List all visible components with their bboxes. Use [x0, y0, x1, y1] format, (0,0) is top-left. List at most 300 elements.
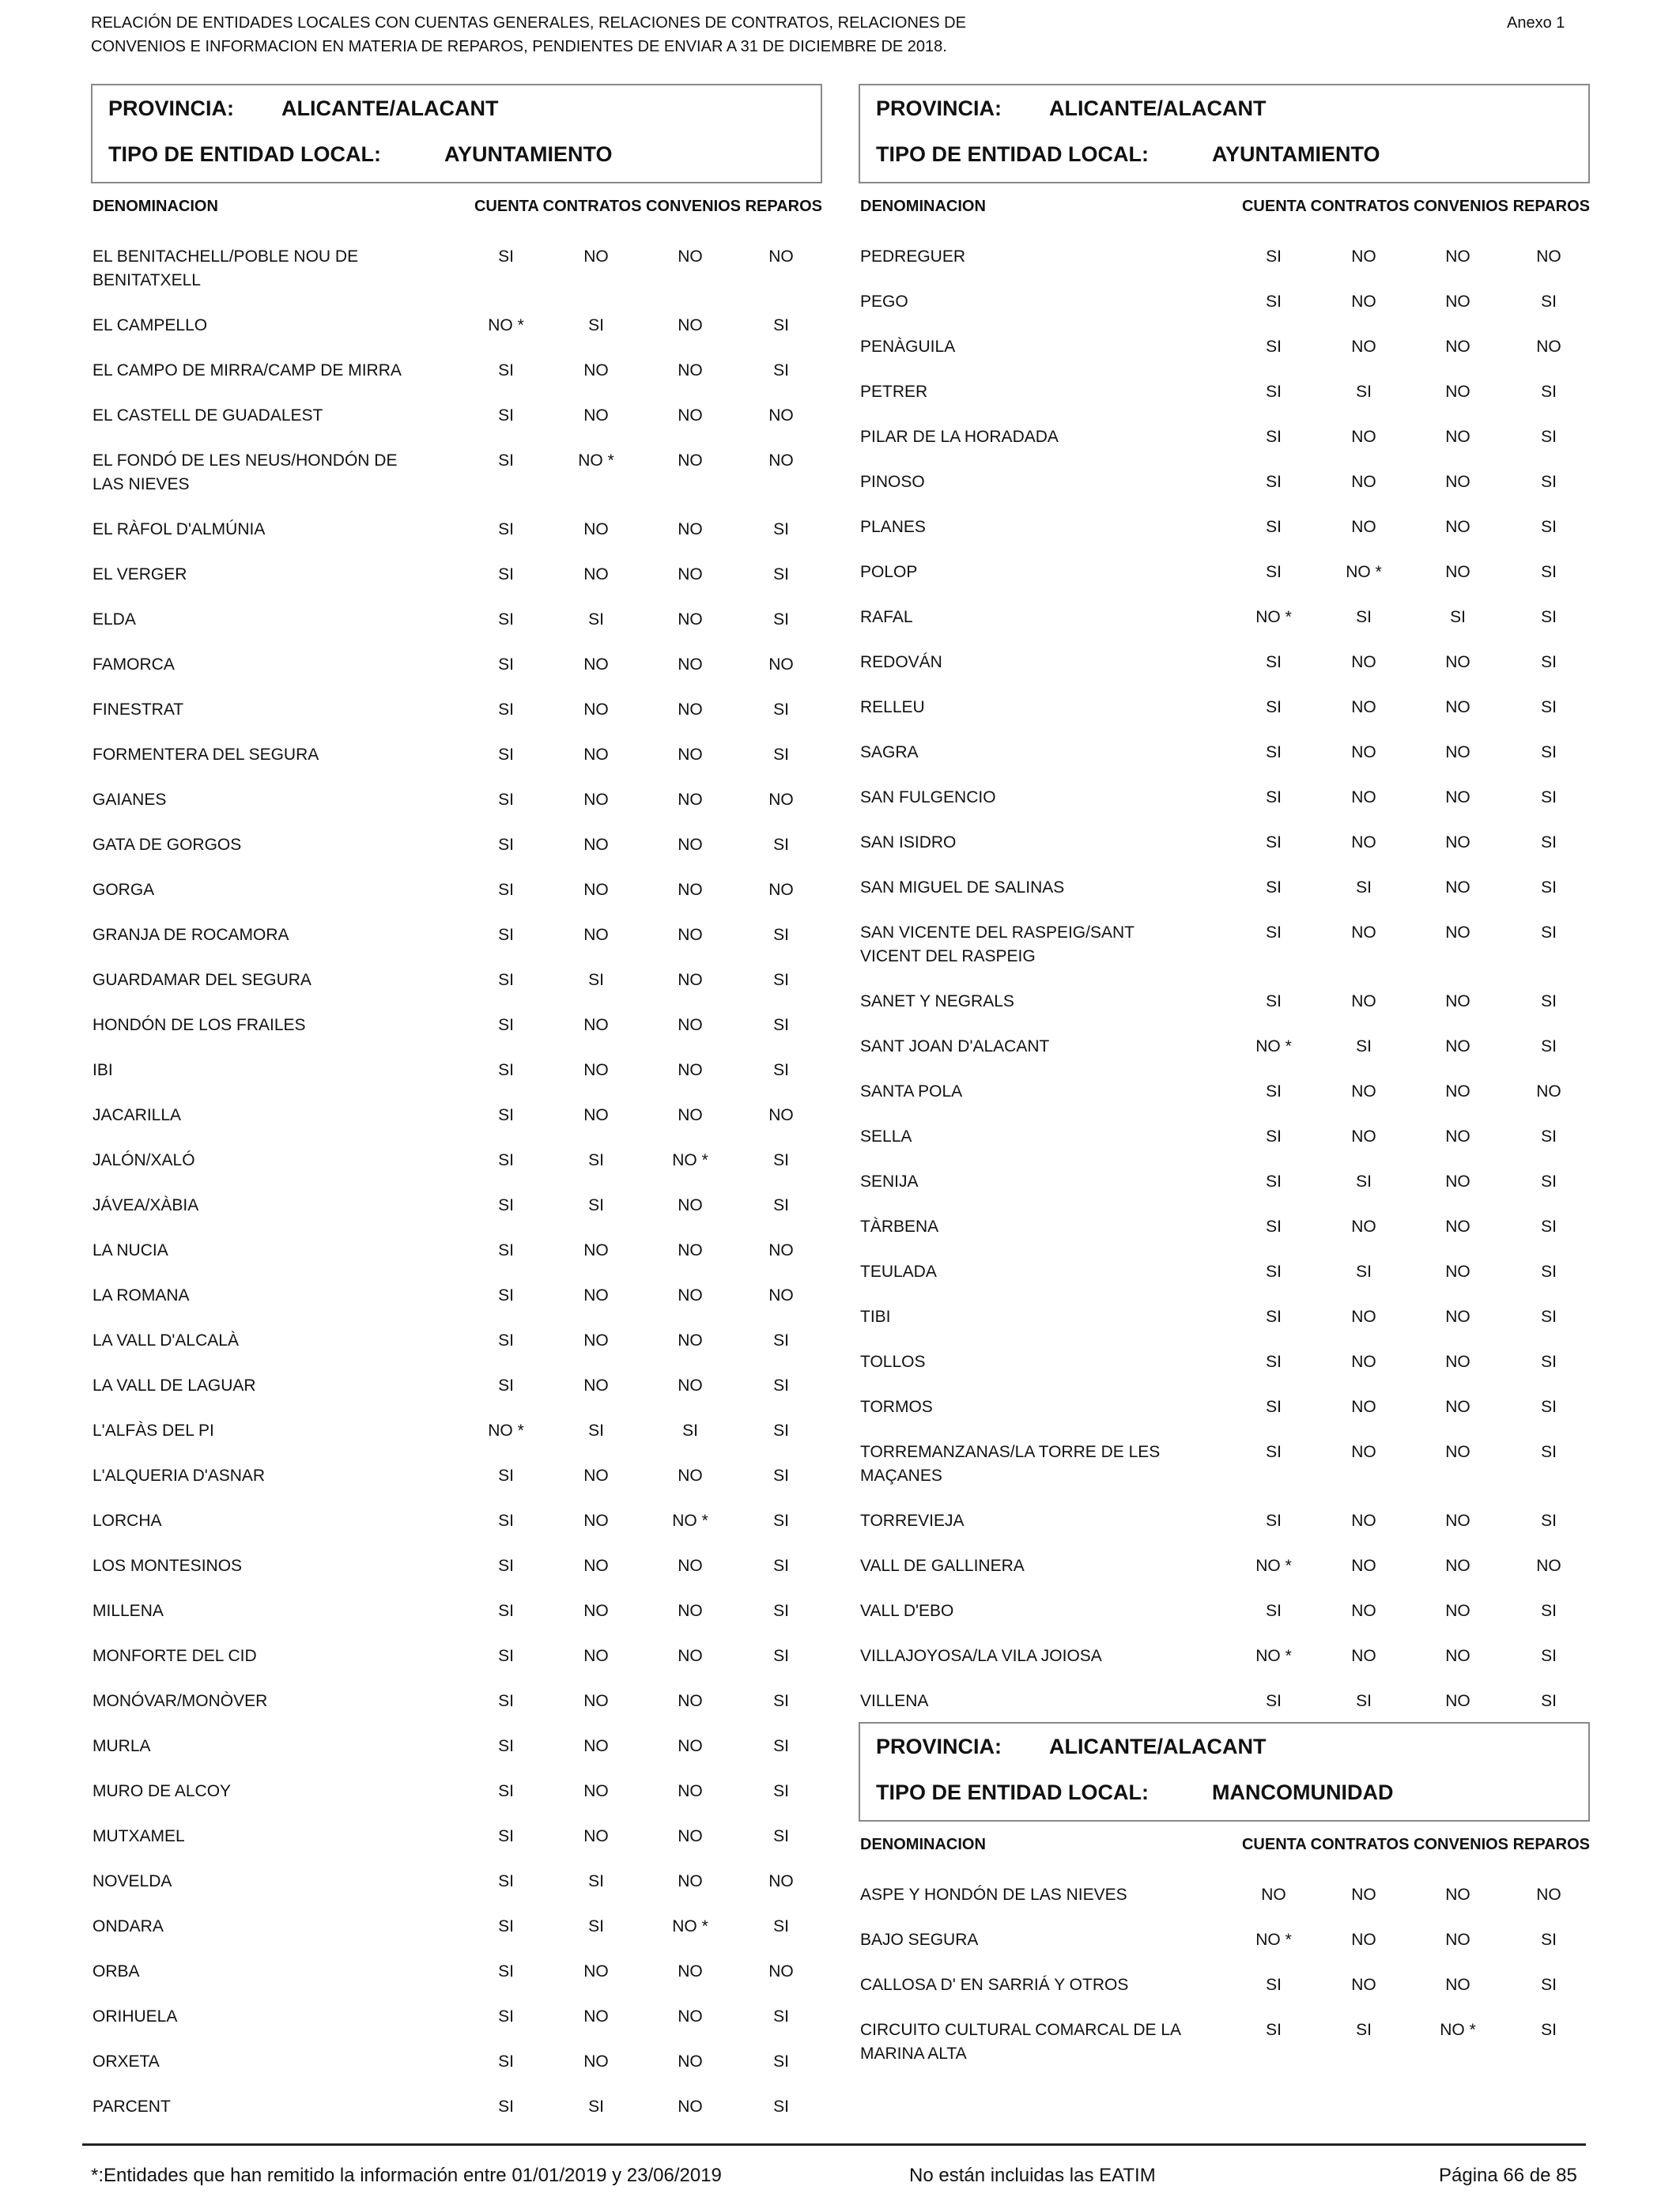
contratos-value: NO: [1351, 1602, 1376, 1620]
footer-note: *:Entidades que han remitido la información entre 01/01/2019 y 23/06/2019: [91, 2165, 722, 2186]
entity-name: ELDA: [92, 610, 136, 629]
entity-name: LA VALL D'ALCALÀ: [92, 1331, 239, 1350]
entity-name: CIRCUITO CULTURAL COMARCAL DE LA MARINA ALTA: [860, 2021, 1180, 2063]
convenios-value: NO: [1445, 338, 1470, 356]
provincia-label: PROVINCIA:: [876, 1735, 1002, 1758]
convenios-value: NO: [678, 1376, 703, 1395]
reparos-value: SI: [1541, 698, 1557, 716]
reparos-value: SI: [773, 1782, 789, 1800]
table-row: [859, 1883, 1590, 1928]
table-row: [91, 1239, 822, 1284]
convenios-value: NO: [1445, 563, 1470, 581]
table-row: [91, 698, 822, 743]
cuenta-value: SI: [1266, 1398, 1282, 1416]
cuenta-value: SI: [498, 361, 514, 380]
cuenta-value: SI: [1266, 428, 1282, 446]
entity-name: TEULADA: [860, 1263, 937, 1281]
convenios-value: NO: [1445, 878, 1470, 897]
convenios-value: NO: [1445, 1931, 1470, 1949]
entity-name: RAFAL: [860, 608, 913, 626]
contratos-value: NO: [1351, 1647, 1376, 1665]
reparos-value: SI: [1541, 1931, 1557, 1949]
denominacion-header: DENOMINACION: [860, 198, 986, 215]
contratos-value: NO: [583, 655, 609, 674]
reparos-value: NO: [1536, 247, 1561, 266]
reparos-value: SI: [773, 700, 789, 719]
reparos-value: SI: [773, 2007, 789, 2026]
reparos-value: SI: [1541, 608, 1557, 626]
cuenta-value: SI: [1266, 338, 1282, 356]
cuenta-value: SI: [498, 1692, 514, 1710]
table-row: [859, 606, 1590, 651]
table-row: [859, 1215, 1590, 1260]
table-row: [859, 335, 1590, 380]
table-row: [91, 1599, 822, 1645]
table-row: [859, 1170, 1590, 1215]
contratos-value: SI: [588, 1151, 604, 1169]
tipo-label: TIPO DE ENTIDAD LOCAL:: [108, 142, 381, 166]
contratos-value: SI: [588, 1196, 604, 1214]
entity-table: [859, 234, 1590, 1735]
entity-name: RELLEU: [860, 698, 925, 716]
reparos-value: NO: [1536, 338, 1561, 356]
entity-name: SAGRA: [860, 743, 919, 761]
reparos-value: SI: [1541, 653, 1557, 671]
entity-name: ASPE Y HONDÓN DE LAS NIEVES: [860, 1886, 1127, 1904]
reparos-value: SI: [1541, 878, 1557, 897]
table-row: [91, 788, 822, 833]
convenios-value: NO: [1445, 473, 1470, 491]
cuenta-value: NO *: [488, 316, 524, 334]
cuenta-value: SI: [1266, 1082, 1282, 1101]
entity-name: PINOSO: [860, 473, 925, 491]
contratos-value: SI: [588, 1917, 604, 1935]
convenios-value: NO: [678, 1557, 703, 1575]
cuenta-value: SI: [498, 1106, 514, 1124]
contratos-value: NO: [1351, 293, 1376, 311]
cuenta-value: SI: [498, 1196, 514, 1214]
table-row: [91, 1780, 822, 1825]
contratos-value: NO: [1351, 992, 1376, 1010]
cuenta-value: SI: [1266, 518, 1282, 536]
entity-name: TORREMANZANAS/LA TORRE DE LES MAÇANES: [860, 1443, 1161, 1485]
contratos-value: SI: [588, 1422, 604, 1440]
table-row: [91, 2050, 822, 2095]
convenios-value: NO *: [672, 1917, 708, 1935]
table-row: [91, 1014, 822, 1059]
reparos-value: SI: [773, 1467, 789, 1485]
convenios-value: NO: [1445, 788, 1470, 806]
reparos-value: NO: [768, 881, 794, 899]
contratos-value: NO: [583, 361, 609, 380]
table-row: [859, 1441, 1590, 1509]
reparos-value: SI: [773, 1016, 789, 1034]
entity-name: SANT JOAN D'ALACANT: [860, 1037, 1050, 1055]
table-row: [91, 314, 822, 359]
cuenta-value: SI: [1266, 1353, 1282, 1371]
contratos-value: NO: [583, 1827, 609, 1845]
convenios-value: NO: [1445, 1353, 1470, 1371]
contratos-value: NO: [583, 520, 609, 538]
table-row: [91, 653, 822, 698]
table-row: [91, 1509, 822, 1554]
table-row: [859, 1928, 1590, 1973]
convenios-value: NO: [678, 1331, 703, 1350]
table-row: [859, 831, 1590, 876]
table-row: [859, 696, 1590, 741]
reparos-value: SI: [1541, 473, 1557, 491]
contratos-value: NO: [1351, 338, 1376, 356]
entity-name: CALLOSA D' EN SARRIÁ Y OTROS: [860, 1976, 1129, 1994]
cuenta-value: SI: [498, 1827, 514, 1845]
table-header: [859, 1822, 1590, 1872]
contratos-value: NO: [583, 926, 609, 944]
contratos-value: NO: [583, 2052, 609, 2071]
cuenta-value: SI: [498, 2007, 514, 2026]
table-row: [859, 1509, 1590, 1554]
entity-name: PARCENT: [92, 2098, 171, 2116]
reparos-value: SI: [773, 1151, 789, 1169]
contratos-value: NO: [1351, 698, 1376, 716]
contratos-value: NO: [1351, 1931, 1376, 1949]
cuenta-value: SI: [498, 746, 514, 764]
table-row: [859, 921, 1590, 990]
contratos-value: SI: [1356, 1037, 1372, 1055]
cuenta-value: NO *: [1255, 1647, 1292, 1665]
table-row: [859, 290, 1590, 335]
contratos-value: NO: [583, 1962, 609, 1981]
entity-name: PETRER: [860, 383, 928, 401]
reparos-value: SI: [1541, 1976, 1557, 1994]
convenios-value: NO: [678, 406, 703, 425]
contratos-value: NO: [583, 2007, 609, 2026]
contratos-value: NO: [1351, 1398, 1376, 1416]
cuenta-value: SI: [1266, 923, 1282, 942]
title-line-1: RELACIÓN DE ENTIDADES LOCALES CON CUENTAS GENERALES, RELACIONES DE CONTRATOS, RELACIONES DE: [91, 14, 966, 32]
cuenta-value: SI: [498, 1061, 514, 1079]
contratos-value: NO: [1351, 1976, 1376, 1994]
entity-name: SELLA: [860, 1127, 912, 1146]
entity-name: GAIANES: [92, 791, 167, 809]
cuenta-value: SI: [498, 1737, 514, 1755]
entity-name: POLOP: [860, 563, 918, 581]
entity-table: [91, 234, 822, 2140]
entity-name: TIBI: [860, 1308, 891, 1326]
cuenta-value: SI: [1266, 563, 1282, 581]
contratos-value: NO: [583, 1016, 609, 1034]
entity-name: TOLLOS: [860, 1353, 926, 1371]
contratos-value: NO *: [578, 451, 614, 470]
reparos-value: NO: [1536, 1082, 1561, 1101]
contratos-value: NO: [1351, 428, 1376, 446]
table-row: [859, 380, 1590, 425]
entity-name: ORXETA: [92, 2052, 160, 2071]
cuenta-value: SI: [1266, 247, 1282, 266]
contratos-value: NO: [583, 881, 609, 899]
contratos-value: SI: [588, 316, 604, 334]
convenios-value: SI: [682, 1422, 698, 1440]
tipo-value: AYUNTAMIENTO: [444, 142, 613, 166]
cuenta-value: SI: [1266, 1602, 1282, 1620]
cuenta-value: SI: [1266, 1976, 1282, 1994]
contratos-value: NO: [1351, 1308, 1376, 1326]
entity-name: L'ALQUERIA D'ASNAR: [92, 1467, 266, 1485]
reparos-value: SI: [773, 1827, 789, 1845]
convenios-value: NO: [678, 1827, 703, 1845]
convenios-value: NO: [678, 1241, 703, 1259]
entity-name: GUARDAMAR DEL SEGURA: [92, 971, 311, 989]
convenios-value: NO: [678, 836, 703, 854]
entity-name: EL CASTELL DE GUADALEST: [92, 406, 323, 425]
table-row: [91, 563, 822, 608]
table-header: [91, 183, 822, 234]
convenios-value: NO: [1445, 1557, 1470, 1575]
table-row: [859, 786, 1590, 831]
entity-name: MILLENA: [92, 1602, 164, 1620]
reparos-value: NO: [1536, 1886, 1561, 1904]
convenios-value: NO: [678, 2098, 703, 2116]
reparos-value: SI: [773, 316, 789, 334]
table-row: [91, 1960, 822, 2005]
contratos-value: NO *: [1346, 563, 1382, 581]
reparos-value: SI: [1541, 1173, 1557, 1191]
reparos-value: SI: [773, 520, 789, 538]
entity-name: MUTXAMEL: [92, 1827, 185, 1845]
contratos-value: SI: [1356, 1692, 1372, 1710]
convenios-value: NO: [678, 2007, 703, 2026]
cuenta-value: NO *: [1255, 608, 1292, 626]
cuenta-value: SI: [1266, 1443, 1282, 1461]
contratos-value: SI: [588, 971, 604, 989]
convenios-value: NO: [1445, 923, 1470, 942]
cuenta-value: SI: [498, 565, 514, 583]
reparos-value: NO: [768, 791, 794, 809]
convenios-value: NO: [1445, 1647, 1470, 1665]
entity-name: VALL D'EBO: [860, 1602, 954, 1620]
contratos-value: SI: [588, 610, 604, 629]
entity-name: EL CAMPO DE MIRRA/CAMP DE MIRRA: [92, 361, 402, 380]
entity-name: MONÓVAR/MONÒVER: [92, 1692, 268, 1710]
contratos-value: NO: [1351, 1443, 1376, 1461]
reparos-value: SI: [773, 1422, 789, 1440]
table-row: [91, 1645, 822, 1690]
convenios-value: NO: [1445, 1443, 1470, 1461]
entity-name: TÀRBENA: [860, 1218, 939, 1236]
contratos-value: NO: [583, 746, 609, 764]
reparos-value: SI: [1541, 788, 1557, 806]
table-row: [859, 470, 1590, 515]
entity-name: FINESTRAT: [92, 700, 184, 719]
reparos-value: SI: [773, 1692, 789, 1710]
contratos-value: SI: [1356, 608, 1372, 626]
entity-name: EL BENITACHELL/POBLE NOU DE BENITATXELL: [92, 247, 359, 289]
convenios-value: NO: [1445, 992, 1470, 1010]
table-row: [859, 1395, 1590, 1441]
table-row: [91, 1059, 822, 1104]
table-row: [859, 515, 1590, 561]
table-row: [91, 1374, 822, 1419]
document-title: [91, 11, 1040, 59]
entity-name: SAN ISIDRO: [860, 833, 957, 852]
convenios-value: SI: [1450, 608, 1466, 626]
tipo-value: AYUNTAMIENTO: [1212, 142, 1380, 166]
reparos-value: SI: [1541, 2021, 1557, 2039]
reparos-value: SI: [1541, 1218, 1557, 1236]
reparos-value: SI: [1541, 1353, 1557, 1371]
table-row: [91, 1104, 822, 1149]
convenios-value: NO: [678, 247, 703, 266]
contratos-value: NO: [583, 836, 609, 854]
cuenta-value: SI: [1266, 1512, 1282, 1530]
convenios-value: NO: [1445, 698, 1470, 716]
cuenta-value: SI: [498, 1872, 514, 1890]
contratos-value: NO: [583, 1782, 609, 1800]
entity-name: JALÓN/XALÓ: [92, 1151, 195, 1169]
entity-name: MURLA: [92, 1737, 151, 1755]
convenios-value: NO: [1445, 1218, 1470, 1236]
convenios-value: NO: [678, 1737, 703, 1755]
reparos-value: SI: [1541, 1602, 1557, 1620]
contratos-value: NO: [583, 1647, 609, 1665]
cuenta-value: SI: [1266, 698, 1282, 716]
reparos-value: SI: [773, 610, 789, 629]
value-columns-header: CUENTA CONTRATOS CONVENIOS REPAROS: [1241, 198, 1590, 215]
cuenta-value: SI: [498, 451, 514, 470]
tipo-label: TIPO DE ENTIDAD LOCAL:: [876, 1781, 1149, 1804]
table-row: [91, 1735, 822, 1780]
contratos-value: SI: [588, 1872, 604, 1890]
convenios-value: NO: [678, 881, 703, 899]
reparos-value: SI: [1541, 1037, 1557, 1055]
convenios-value: NO: [678, 316, 703, 334]
reparos-value: SI: [1541, 1647, 1557, 1665]
cuenta-value: SI: [498, 520, 514, 538]
contratos-value: NO: [1351, 1512, 1376, 1530]
reparos-value: SI: [1541, 1263, 1557, 1281]
cuenta-value: SI: [498, 1331, 514, 1350]
reparos-value: NO: [768, 1962, 794, 1981]
table-row: [91, 1149, 822, 1194]
convenios-value: NO: [678, 926, 703, 944]
contratos-value: NO: [1351, 743, 1376, 761]
reparos-value: SI: [773, 1737, 789, 1755]
entity-name: SAN FULGENCIO: [860, 788, 996, 806]
contratos-value: NO: [583, 1737, 609, 1755]
reparos-value: SI: [773, 1331, 789, 1350]
table-row: [859, 425, 1590, 470]
entity-name: MURO DE ALCOY: [92, 1782, 232, 1800]
table-row: [91, 2095, 822, 2140]
section-header-box: [859, 84, 1590, 183]
convenios-value: NO: [678, 1962, 703, 1981]
contratos-value: NO: [1351, 788, 1376, 806]
entity-name: LA NUCIA: [92, 1241, 168, 1259]
reparos-value: SI: [773, 1196, 789, 1214]
table-row: [859, 245, 1590, 290]
cuenta-value: SI: [498, 1376, 514, 1395]
contratos-value: NO: [583, 1061, 609, 1079]
table-row: [91, 1464, 822, 1509]
cuenta-value: SI: [498, 836, 514, 854]
convenios-value: NO: [678, 520, 703, 538]
convenios-value: NO: [1445, 1127, 1470, 1146]
table-row: [859, 990, 1590, 1035]
convenios-value: NO: [678, 1196, 703, 1214]
entity-name: JACARILLA: [92, 1106, 182, 1124]
table-row: [859, 741, 1590, 786]
contratos-value: NO: [1351, 1082, 1376, 1101]
contratos-value: NO: [1351, 653, 1376, 671]
entity-name: PILAR DE LA HORADADA: [860, 428, 1059, 446]
reparos-value: SI: [1541, 1308, 1557, 1326]
table-row: [91, 1329, 822, 1374]
reparos-value: SI: [1541, 1127, 1557, 1146]
table-row: [91, 518, 822, 563]
reparos-value: SI: [1541, 1443, 1557, 1461]
cuenta-value: SI: [1266, 788, 1282, 806]
section-header-box: [859, 1722, 1590, 1822]
contratos-value: SI: [1356, 383, 1372, 401]
table-row: [91, 923, 822, 969]
table-row: [91, 245, 822, 314]
entity-name: VILLENA: [860, 1692, 929, 1710]
convenios-value: NO: [678, 746, 703, 764]
contratos-value: NO: [583, 1512, 609, 1530]
cuenta-value: SI: [498, 926, 514, 944]
convenios-value: NO: [1445, 1602, 1470, 1620]
reparos-value: SI: [773, 2098, 789, 2116]
convenios-value: NO: [678, 700, 703, 719]
tipo-label: TIPO DE ENTIDAD LOCAL:: [876, 142, 1149, 166]
table-row: [859, 2018, 1590, 2087]
cuenta-value: SI: [1266, 653, 1282, 671]
entity-name: EL VERGER: [92, 565, 187, 583]
contratos-value: NO: [583, 1286, 609, 1305]
reparos-value: SI: [1541, 833, 1557, 852]
cuenta-value: SI: [498, 1602, 514, 1620]
convenios-value: NO: [1445, 247, 1470, 266]
contratos-value: NO: [583, 1376, 609, 1395]
table-row: [859, 1035, 1590, 1080]
contratos-value: NO: [583, 247, 609, 266]
table-row: [91, 743, 822, 788]
entity-name: BAJO SEGURA: [860, 1931, 979, 1949]
table-row: [859, 1350, 1590, 1395]
footer-eatim: No están incluidas las EATIM: [909, 2165, 1156, 2186]
convenios-value: NO: [1445, 1263, 1470, 1281]
convenios-value: NO: [678, 361, 703, 380]
entity-name: GRANJA DE ROCAMORA: [92, 926, 289, 944]
convenios-value: NO: [1445, 743, 1470, 761]
cuenta-value: SI: [498, 2052, 514, 2071]
entity-name: SAN VICENTE DEL RASPEIG/SANT VICENT DEL RASPEIG: [860, 923, 1134, 965]
reparos-value: SI: [773, 1647, 789, 1665]
cuenta-value: SI: [1266, 1127, 1282, 1146]
provincia-value: ALICANTE/ALACANT: [1049, 1735, 1267, 1758]
contratos-value: NO: [1351, 1557, 1376, 1575]
reparos-value: SI: [773, 1376, 789, 1395]
cuenta-value: SI: [498, 971, 514, 989]
cuenta-value: NO *: [488, 1422, 524, 1440]
reparos-value: NO: [768, 1106, 794, 1124]
table-row: [91, 1915, 822, 1960]
table-row: [91, 608, 822, 653]
left-column: [91, 84, 822, 2140]
entity-name: TORMOS: [860, 1398, 933, 1416]
cuenta-value: SI: [1266, 1308, 1282, 1326]
reparos-value: SI: [1541, 518, 1557, 536]
contratos-value: NO: [1351, 1218, 1376, 1236]
